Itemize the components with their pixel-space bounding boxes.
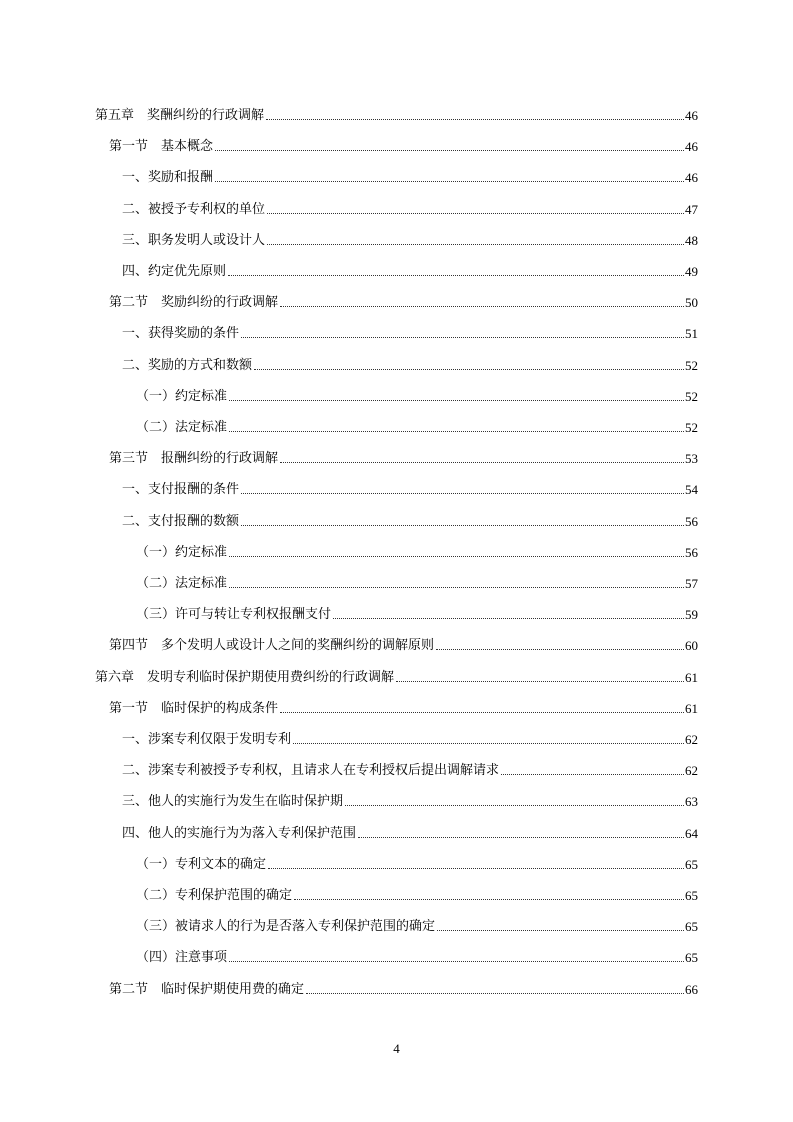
toc-entry-page-number: 50 [685, 295, 698, 311]
toc-entry-label: （二）法定标准 [136, 576, 228, 591]
toc-entry-label: （一）约定标准 [136, 388, 228, 404]
toc-entry-page-number: 46 [685, 170, 698, 186]
toc-entry[interactable] [136, 603, 698, 623]
toc-entry-label: （四）注意事项 [136, 950, 228, 966]
dot-leader [501, 774, 684, 775]
toc-entry-label: 二、被授予专利权的单位 [122, 201, 266, 217]
page-number: 4 [393, 1041, 400, 1056]
toc-entry-page-number: 65 [685, 856, 698, 872]
toc-entry[interactable] [95, 104, 698, 124]
toc-entry-page-number: 47 [685, 201, 698, 217]
dot-leader [280, 306, 684, 307]
toc-entry-page-number: 53 [685, 451, 698, 467]
toc-entry-page-number: 65 [685, 950, 698, 966]
toc-entry-label: （三）被请求人的行为是否落入专利保护范围的确定 [136, 919, 436, 935]
dot-leader [229, 400, 684, 401]
dot-leader [267, 244, 684, 245]
dot-leader [333, 618, 684, 619]
toc-entry[interactable] [122, 759, 698, 779]
dot-leader [358, 837, 684, 838]
dot-leader [280, 712, 684, 713]
toc-entry[interactable] [136, 572, 698, 592]
toc-entry-label: 一、涉案专利仅限于发明专利 [122, 732, 292, 747]
toc-entry[interactable] [109, 135, 698, 155]
dot-leader [254, 369, 684, 370]
dot-leader [215, 181, 684, 182]
toc-entry-label: 第二节 奖励纠纷的行政调解 [109, 295, 279, 311]
toc-entry-label: （一）约定标准 [136, 544, 228, 560]
toc-entry[interactable] [136, 884, 698, 904]
toc-entry[interactable] [136, 915, 698, 935]
toc-entry-label: 四、他人的实施行为为落入专利保护范围 [122, 825, 357, 841]
dot-leader [280, 462, 684, 463]
toc-entry-page-number: 52 [685, 388, 698, 404]
toc-entry-label: 第二节 临时保护期使用费的确定 [109, 981, 305, 997]
toc-entry[interactable] [109, 291, 698, 311]
toc-entry-label: 二、支付报酬的数额 [122, 513, 240, 529]
toc-entry-label: （二）法定标准 [136, 420, 228, 435]
toc-entry[interactable] [136, 853, 698, 873]
toc-entry[interactable] [109, 978, 698, 998]
toc-entry-label: 第六章 发明专利临时保护期使用费纠纷的行政调解 [95, 669, 395, 685]
dot-leader [293, 743, 684, 744]
dot-leader [437, 930, 684, 931]
dot-leader [228, 275, 684, 276]
dot-leader [306, 993, 684, 994]
toc-entry-page-number: 48 [685, 232, 698, 248]
toc-entry-page-number: 56 [685, 513, 698, 529]
toc-entry[interactable] [95, 666, 698, 686]
toc-entry[interactable] [122, 790, 698, 810]
toc-entry-label: 第三节 报酬纠纷的行政调解 [109, 451, 279, 467]
toc-entry-label: 一、获得奖励的条件 [122, 326, 240, 342]
toc-entry[interactable] [136, 416, 698, 436]
toc-entry-label: 第五章 奖酬纠纷的行政调解 [95, 108, 265, 123]
toc-entry-page-number: 51 [685, 326, 698, 342]
toc-entry-page-number: 46 [685, 108, 698, 123]
toc-entry-page-number: 46 [685, 139, 698, 155]
dot-leader [241, 525, 684, 526]
toc-entry[interactable] [122, 354, 698, 374]
dot-leader [396, 681, 684, 682]
dot-leader [345, 805, 684, 806]
toc-entry-page-number: 66 [685, 981, 698, 997]
toc-entry-label: 二、奖励的方式和数额 [122, 357, 253, 373]
dot-leader [267, 213, 684, 214]
toc-entry-page-number: 56 [685, 544, 698, 560]
toc-entry-page-number: 63 [685, 794, 698, 810]
toc-entry-label: 第一节 临时保护的构成条件 [109, 700, 279, 716]
toc-entry-page-number: 52 [685, 357, 698, 373]
toc-entry[interactable] [122, 478, 698, 498]
toc-entry-label: 二、涉案专利被授予专利权，且请求人在专利授权后提出调解请求 [122, 763, 500, 779]
toc-entry[interactable] [109, 697, 698, 717]
toc-entry-page-number: 62 [685, 732, 698, 747]
toc-entry-label: 四、约定优先原则 [122, 264, 227, 279]
toc-entry-label: 一、奖励和报酬 [122, 170, 214, 186]
toc-entry-page-number: 57 [685, 576, 698, 591]
toc-entry-label: 三、职务发明人或设计人 [122, 232, 266, 248]
toc-entry-label: 一、支付报酬的条件 [122, 482, 240, 498]
toc-entry-page-number: 52 [685, 420, 698, 435]
toc-entry[interactable] [109, 634, 698, 654]
toc-entry-page-number: 59 [685, 607, 698, 623]
dot-leader [241, 493, 684, 494]
toc-entry[interactable] [122, 728, 698, 748]
toc-entry-label: 第一节 基本概念 [109, 139, 214, 155]
toc-entry[interactable] [122, 198, 698, 218]
toc-entry-label: （二）专利保护范围的确定 [136, 888, 293, 903]
toc-entry-page-number: 65 [685, 888, 698, 903]
toc-entry[interactable] [136, 541, 698, 561]
toc-entry[interactable] [122, 166, 698, 186]
toc-entry[interactable] [122, 510, 698, 530]
dot-leader [436, 649, 684, 650]
toc-entry-label: 三、他人的实施行为发生在临时保护期 [122, 794, 344, 810]
toc-entry[interactable] [109, 447, 698, 467]
toc-entry[interactable] [136, 946, 698, 966]
toc-entry-label: （三）许可与转让专利权报酬支付 [136, 607, 332, 623]
toc-entry-page-number: 61 [685, 700, 698, 716]
toc-entry-label: 第四节 多个发明人或设计人之间的奖酬纠纷的调解原则 [109, 638, 435, 654]
dot-leader [215, 150, 684, 151]
toc-entry-page-number: 60 [685, 638, 698, 654]
toc-entry-page-number: 49 [685, 264, 698, 279]
toc-entry[interactable] [122, 260, 698, 280]
dot-leader [229, 961, 684, 962]
toc-entry-page-number: 61 [685, 669, 698, 685]
toc-entry-page-number: 65 [685, 919, 698, 935]
dot-leader [268, 868, 684, 869]
toc-entry-label: （一）专利文本的确定 [136, 856, 267, 872]
dot-leader [229, 556, 684, 557]
dot-leader [229, 587, 684, 588]
toc-entry[interactable] [122, 822, 698, 842]
dot-leader [229, 431, 684, 432]
toc-entry[interactable] [122, 229, 698, 249]
toc-entry[interactable] [136, 385, 698, 405]
toc-entry-page-number: 62 [685, 763, 698, 779]
toc-entry[interactable] [122, 322, 698, 342]
toc-entry-page-number: 54 [685, 482, 698, 498]
dot-leader [241, 337, 684, 338]
dot-leader [266, 119, 684, 120]
dot-leader [294, 899, 684, 900]
toc-entry-page-number: 64 [685, 825, 698, 841]
